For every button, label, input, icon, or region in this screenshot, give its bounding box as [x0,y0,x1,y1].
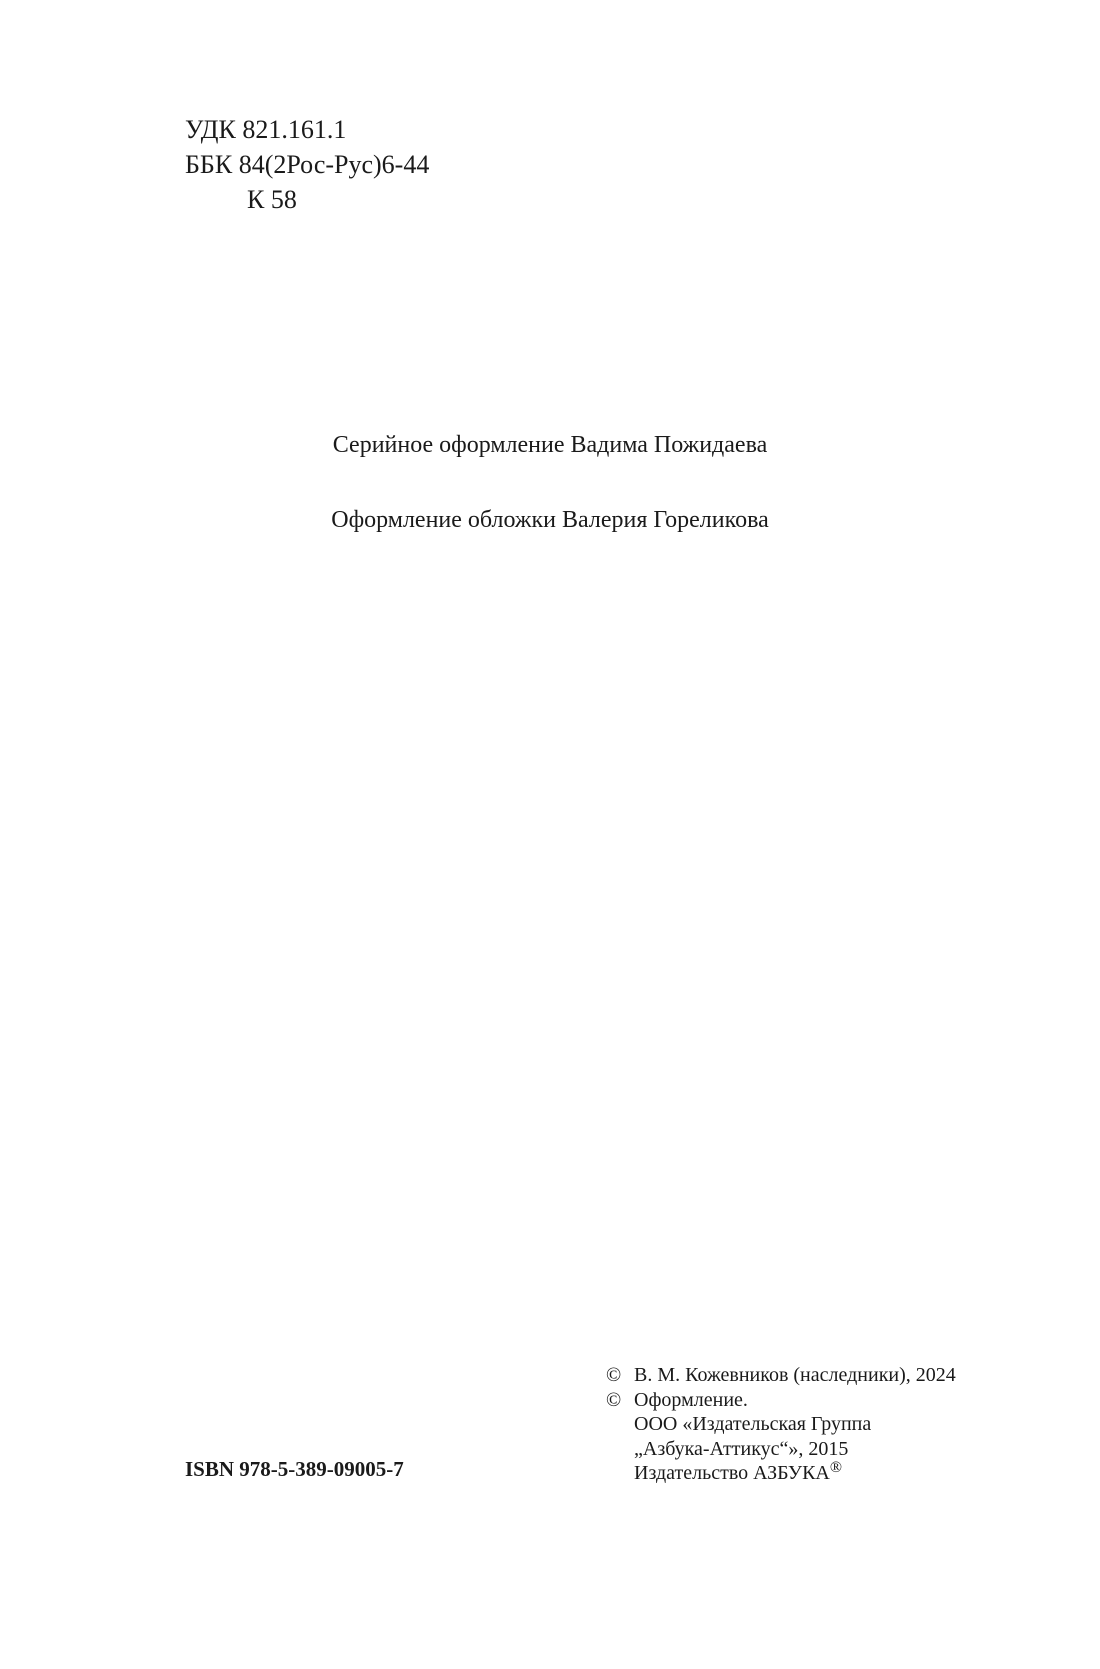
bbk-code: ББК 84(2Рос-Рус)6-44 [185,150,430,179]
copyright-line-design: © Оформление. [606,1388,748,1411]
series-design-credit: Серийное оформление Вадима Пожидаева [332,432,768,458]
copyright-block [606,1363,956,1486]
author-mark: К 58 [247,185,297,214]
registered-mark-icon: ® [829,1459,843,1476]
isbn-number: ISBN 978-5-389-09005-7 [185,1457,404,1481]
copyright-icon: © [606,1388,622,1411]
udk-code: УДК 821.161.1 [185,115,347,144]
copyright-line-author: © В. М. Кожевников (наследники), 2024 [606,1364,956,1386]
copyright-line-publisher-name: „Азбука-Аттикус“», 2015 [634,1437,849,1460]
copyright-icon: © [606,1364,622,1386]
cover-design-credit: Оформление обложки Валерия Гореликова [331,507,769,533]
classification-codes [185,112,429,217]
copyright-line-publisher-group: ООО «Издательская Группа [634,1413,872,1435]
copyright-line-imprint: Издательство АЗБУКА® [634,1459,843,1484]
